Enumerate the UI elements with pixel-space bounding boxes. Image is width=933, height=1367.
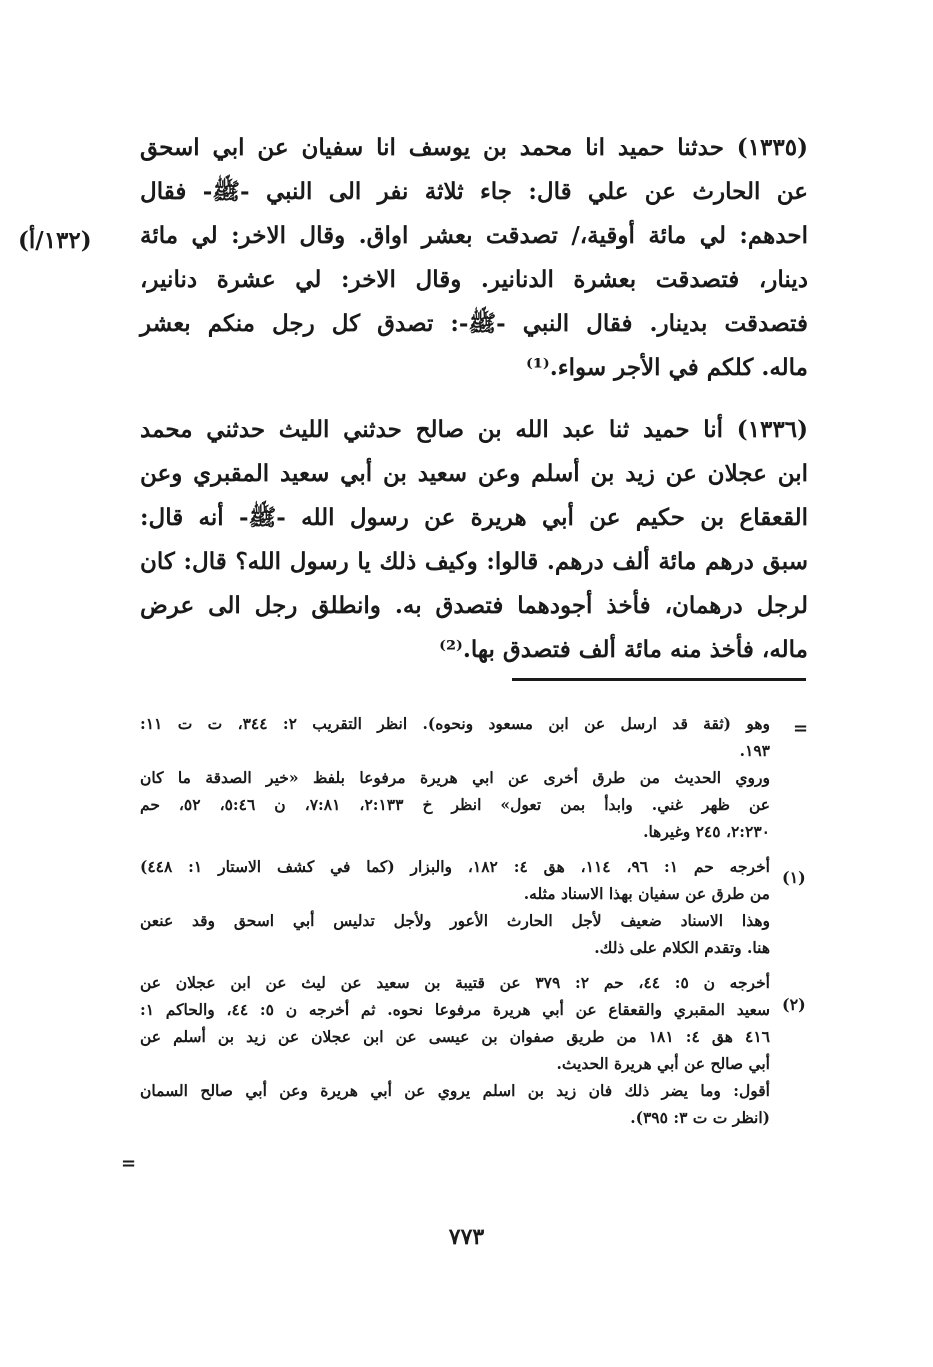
text-line: دينار، فتصدقت بعشرة الدنانير. وقال الاخر: لي عشرة دنانير،	[140, 266, 808, 293]
footnote-marker-1: (١)	[782, 868, 806, 887]
footnote-marker-2: (٢)	[782, 995, 806, 1014]
footnote-line: وهو (ثقة قد ارسل عن ابن مسعود ونحوه). انظر التقريب ٢: ٣٤٤، ت ت ١١:	[140, 714, 770, 733]
text-line: فتصدقت بدينار. فقال النبي -ﷺ-: تصدق كل رجل منكم بعشر	[140, 310, 808, 337]
footnote-line: وروي الحديث من طرق أخرى عن ابي هريرة مرفوعا بلفظ «خير الصدقة ما كان	[140, 768, 770, 787]
text-line: (١٣٣٦) أنا حميد ثنا عبد الله بن صالح حدثني الليث حدثني محمد	[140, 416, 808, 443]
footnote-line: وهذا الاسناد ضعيف لأجل الحارث الأعور ولأجل تدليس أبي اسحق وقد عنعن	[140, 911, 770, 930]
hadith-1336	[140, 408, 808, 672]
margin-folio-ref: (١٣٢/أ)	[18, 227, 92, 254]
continuation-marker: =	[793, 718, 809, 739]
text-line: (١٣٣٥) حدثنا حميد انا محمد بن يوسف انا سفيان عن ابي اسحق	[140, 134, 808, 161]
footnote-1	[140, 853, 770, 961]
hadith-1335	[140, 126, 808, 390]
footnote-line: عن ظهر غني. وابدأ بمن تعول» انظر خ ٢:١٣٣، ٧:٨١، ن ٥:٤٦، ٥٢، حم	[140, 795, 770, 814]
text-line: ابن عجلان عن زيد بن أسلم وعن سعيد بن أبي سعيد المقبري وعن	[140, 460, 808, 487]
footnote-line: ٤١٦ هق ٤: ١٨١ من طريق صفوان بن عيسى عن ابن عجلان عن زيد بن أسلم عن	[140, 1027, 770, 1046]
text-line: لرجل درهمان، فأخذ أجودهما فتصدق به. وانطلق رجل الى عرض	[140, 592, 808, 619]
footnote-continuation	[140, 710, 770, 845]
continues-marker: =	[121, 1153, 137, 1174]
footnote-line: أخرجه ن ٥: ٤٤، حم ٢: ٣٧٩ عن قتيبة بن سعيد عن ليث عن ابن عجلان عن	[140, 973, 770, 992]
footnote-line: أبي صالح عن أبي هريرة الحديث.	[556, 1054, 770, 1073]
footnote-line: أقول: وما يضر ذلك فان زيد بن اسلم يروي عن أبي هريرة وعن أبي صالح السمان	[140, 1081, 770, 1100]
text-line: ماله. كلكم في الأجر سواء.⁽¹⁾	[525, 354, 808, 381]
page-number: ٧٧٣	[448, 1224, 485, 1250]
footnote-separator	[512, 678, 806, 681]
text-line: ماله، فأخذ منه مائة ألف فتصدق بها.⁽²⁾	[439, 636, 808, 663]
footnotes	[140, 710, 770, 1131]
footnote-line: (انظر ت ت ٣: ٣٩٥).	[630, 1108, 770, 1127]
text-line: سبق درهم مائة ألف درهم. قالوا: وكيف ذلك يا رسول الله؟ قال: كان	[140, 548, 808, 575]
main-text	[140, 126, 808, 672]
footnote-line: هنا. وتقدم الكلام على ذلك.	[594, 938, 770, 957]
footnote-line: ١٩٣.	[739, 741, 770, 760]
footnote-line: سعيد المقبري والقعقاع عن أبي هريرة مرفوعا نحوه. ثم أخرجه ن ٥: ٤٤، والحاكم ١:	[140, 1000, 770, 1019]
footnote-line: ٢:٢٣٠، ٢٤٥ وغيرها.	[643, 822, 770, 841]
text-line: القعقاع بن حكيم عن أبي هريرة عن رسول الله -ﷺ- أنه قال:	[140, 504, 808, 531]
footnote-line: من طرق عن سفيان بهذا الاسناد مثله.	[523, 884, 770, 903]
footnote-line: أخرجه حم ١: ٩٦، ١١٤، هق ٤: ١٨٢، والبزار (كما في كشف الاستار ١: ٤٤٨)	[140, 857, 770, 876]
text-line: عن الحارث عن علي قال: جاء ثلاثة نفر الى النبي -ﷺ- فقال	[140, 178, 808, 205]
text-line: احدهم: لي مائة أوقية،/ تصدقت بعشر اواق. وقال الاخر: لي مائة	[140, 222, 808, 249]
footnote-2	[140, 969, 770, 1131]
